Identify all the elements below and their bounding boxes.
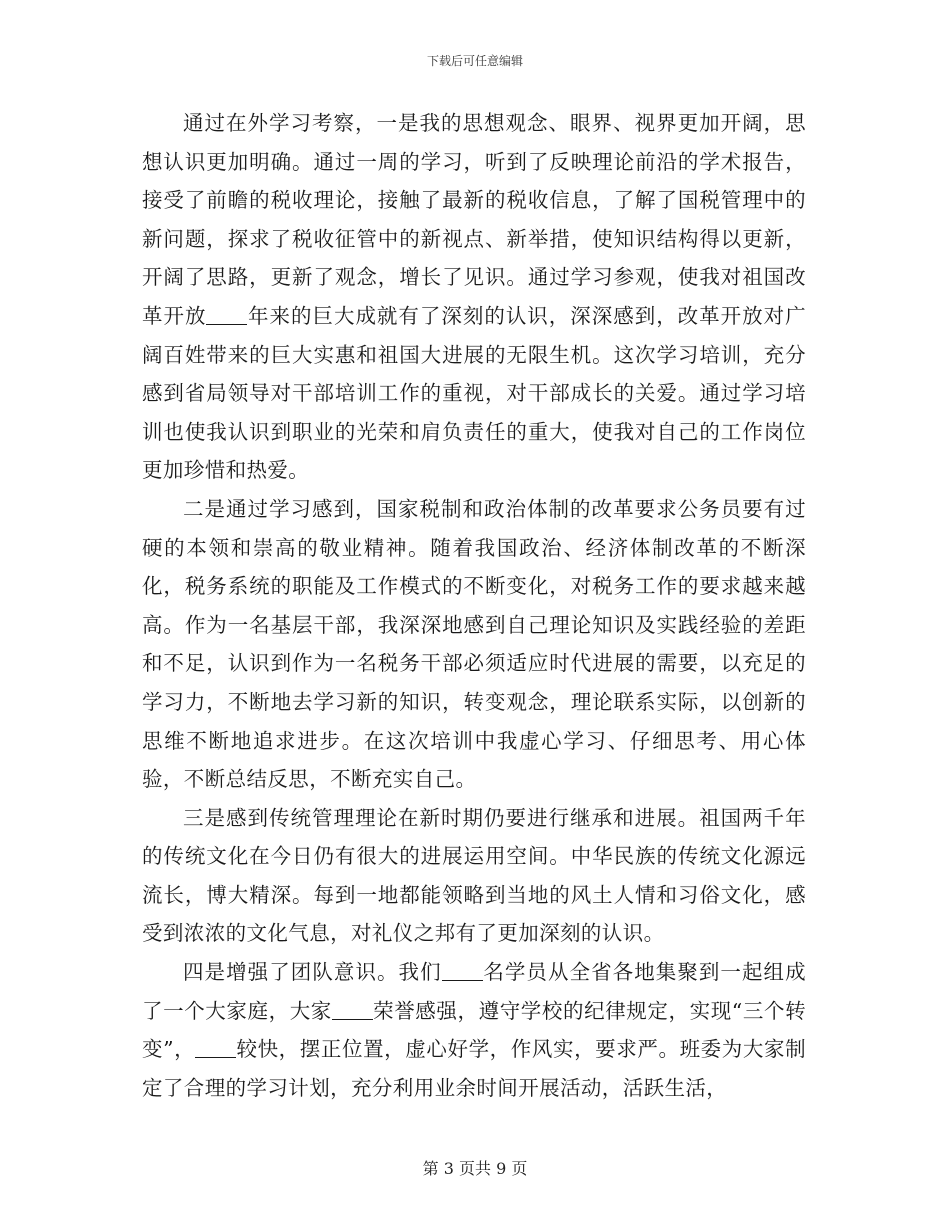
paragraph-1 (142, 104, 806, 490)
paragraph-4-text-2: 名学员从全省各地集聚到一起组成了一个大家庭，大家 (142, 960, 806, 1023)
page-footer: 第 3 页共 9 页 (422, 1159, 528, 1178)
paragraph-3 (142, 799, 806, 953)
fill-blank (442, 960, 483, 982)
fill-blank (332, 998, 373, 1020)
paragraph-4-text-3: 荣誉感强，遵守学校的纪律规定，实现“三个转变”， (142, 998, 806, 1062)
document-body (142, 104, 806, 1107)
paragraph-2 (142, 490, 806, 799)
page-header: 下载后可任意编辑 (426, 54, 523, 68)
paragraph-1-text-1: 通过在外学习考察，一是我的思想观念、眼界、视界更加开阔，思想认识更加明确。通过一周的学习，听到了反映理论前沿的学术报告，接受了前瞻的税收理论，接触了最新的税收信息，了解了国税管理中的新问题，探求了税收征管中的新视点、新举措，使知识结构得以更新，开阔了思路，更新了观念，增长了见识。通过学习参观，使我对祖国改革开放 (142, 111, 806, 328)
fill-blank (206, 303, 247, 325)
paragraph-1-text-2: 年来的巨大成就有了深刻的认识，深深感到，改革开放对广阔百姓带来的巨大实惠和祖国大进展的无限生机。这次学习培训，充分感到省局领导对干部培训工作的重视，对干部成长的关爱。通过学习培训也使我认识到职业的光荣和肩负责任的重大，使我对自己的工作岗位更加珍惜和热爱。 (142, 303, 806, 483)
paragraph-3-text-1: 三是感到传统管理理论在新时期仍要进行继承和进展。祖国两千年的传统文化在今日仍有很大的进展运用空间。中华民族的传统文化源远流长，博大精深。每到一地都能领略到当地的风土人情和习俗文化，感受到浓浓的文化气息，对礼仪之邦有了更加深刻的认识。 (142, 805, 806, 946)
paragraph-4-text-4: 较快，摆正位置，虚心好学，作风实，要求严。班委为大家制定了合理的学习计划，充分利用业余时间开展活动，活跃生活， (142, 1037, 806, 1100)
paragraph-2-text-1: 二是通过学习感到，国家税制和政治体制的改革要求公务员要有过硬的本领和崇高的敬业精神。随着我国政治、经济体制改革的不断深化，税务系统的职能及工作模式的不断变化，对税务工作的要求越来越高。作为一名基层干部，我深深地感到自己理论知识及实践经验的差距和不足，认识到作为一名税务干部必须适应时代进展的需要，以充足的学习力，不断地去学习新的知识，转变观念，理论联系实际，以创新的思维不断地追求进步。在这次培训中我虚心学习、仔细思考、用心体验，不断总结反思，不断充实自己。 (142, 496, 806, 792)
paragraph-4-text-1: 四是增强了团队意识。我们 (183, 960, 442, 985)
fill-blank (195, 1037, 236, 1059)
paragraph-4 (142, 953, 806, 1107)
